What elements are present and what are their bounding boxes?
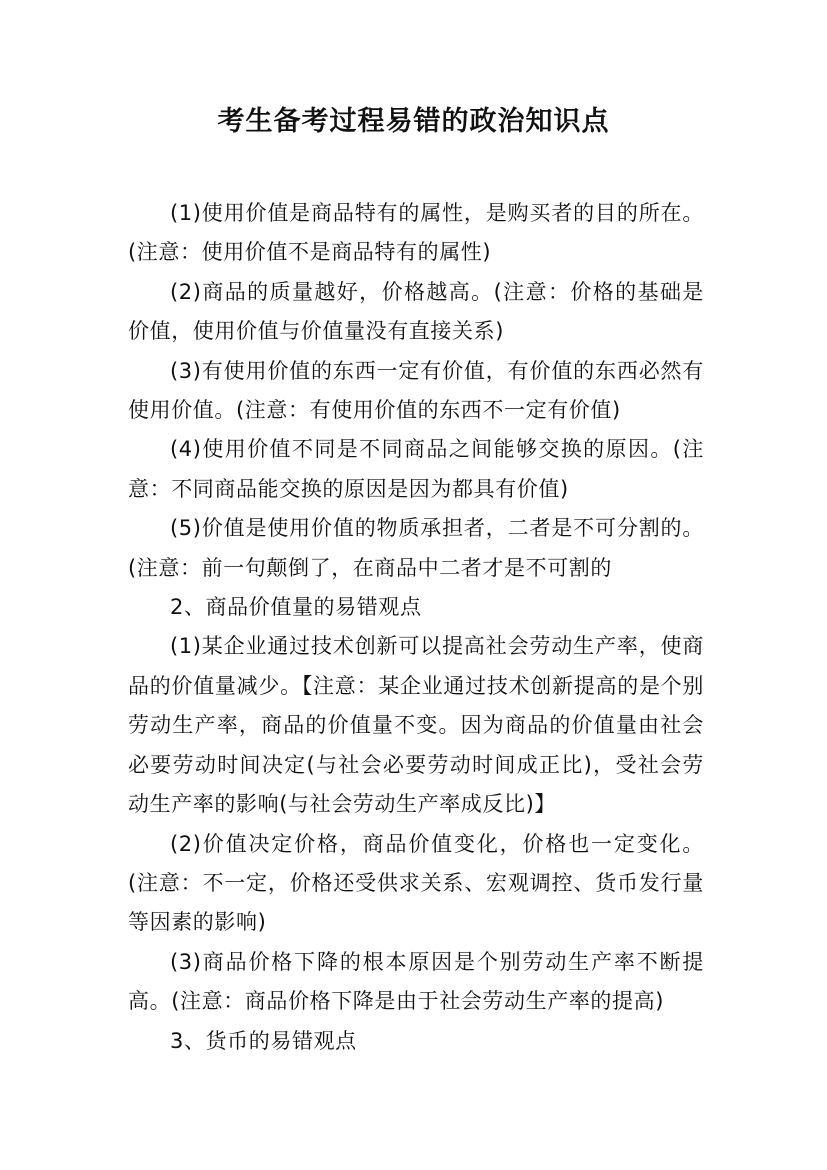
document-body: [128, 194, 704, 1061]
section-heading: 2、商品价值量的易错观点: [170, 595, 422, 620]
paragraph: (4)使用价值不同是不同商品之间能够交换的原因。(注意：不同商品能交换的原因是因为都具有价值): [128, 437, 704, 501]
paragraph: (1)使用价值是商品特有的属性，是购买者的目的所在。(注意：使用价值不是商品特有的属性): [128, 201, 704, 265]
paragraph: (1)某企业通过技术创新可以提高社会劳动生产率，使商品的价值量减少。【注意：某企业通过技术创新提高的是个别劳动生产率，商品的价值量不变。因为商品的价值量由社会必要劳动时间决定(与社会必要劳动时间成正比)，受社会劳动生产率的影响(与社会劳动生产率成反比)】: [128, 634, 704, 817]
paragraph: (2)价值决定价格，商品价值变化，价格也一定变化。(注意：不一定，价格还受供求关系、宏观调控、货币发行量等因素的影响): [128, 831, 704, 935]
paragraph: (5)价值是使用价值的物质承担者，二者是不可分割的。(注意：前一句颠倒了，在商品中二者才是不可割的: [128, 516, 704, 580]
paragraph: (3)有使用价值的东西一定有价值，有价值的东西必然有使用价值。(注意：有使用价值的东西不一定有价值): [128, 358, 704, 423]
section-heading: 3、货币的易错观点: [170, 1028, 357, 1053]
paragraph: (2)商品的质量越好，价格越高。(注意：价格的基础是价值，使用价值与价值量没有直接关系): [128, 279, 704, 344]
document-title: 考生备考过程易错的政治知识点: [217, 106, 610, 137]
paragraph: (3)商品价格下降的根本原因是个别劳动生产率不断提高。(注意：商品价格下降是由于社会劳动生产率的提高): [128, 949, 704, 1014]
